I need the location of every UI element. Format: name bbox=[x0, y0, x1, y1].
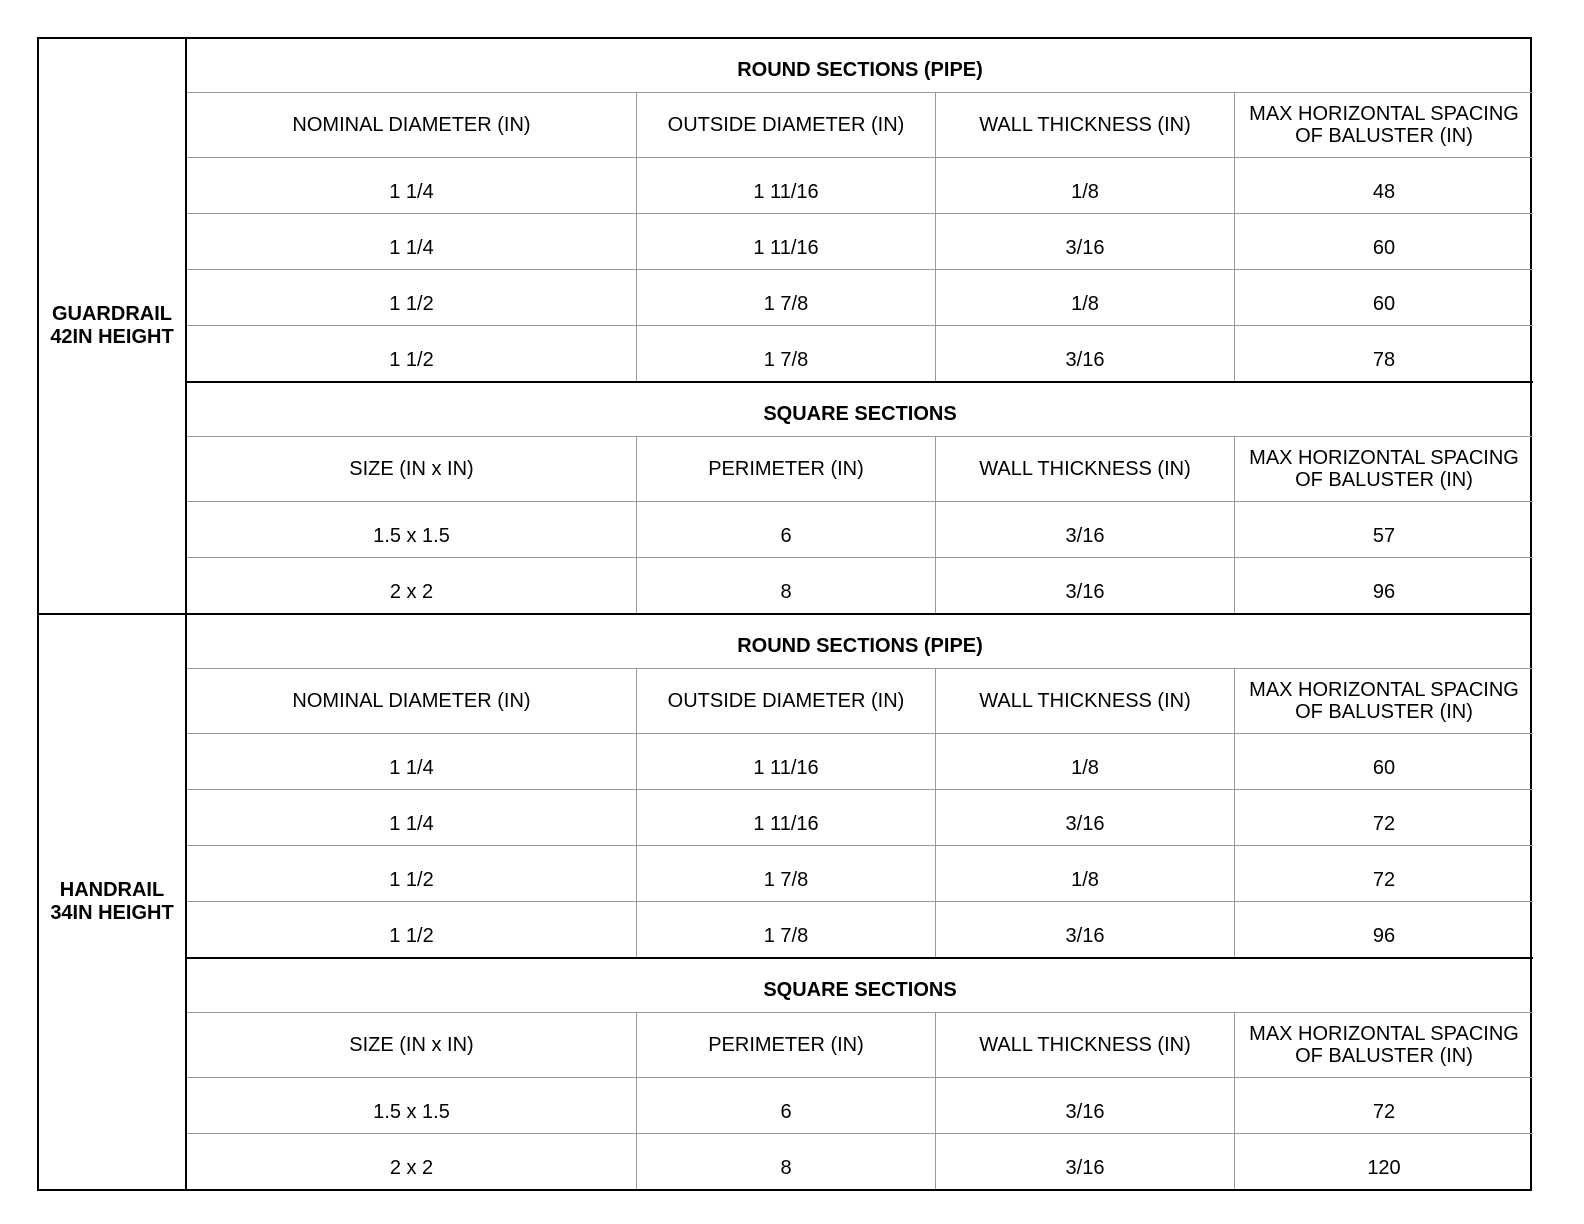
column-header: WALL THICKNESS (IN) bbox=[936, 669, 1235, 733]
section-label-line2: 42IN HEIGHT bbox=[50, 326, 174, 348]
table-cell: 1 7/8 bbox=[637, 846, 936, 901]
handrail-section bbox=[37, 615, 1532, 1191]
round-sections-block bbox=[187, 615, 1533, 957]
table-cell: 78 bbox=[1372, 349, 1396, 371]
block-title: SQUARE SECTIONS bbox=[187, 959, 1533, 1013]
block-title: ROUND SECTIONS (PIPE) bbox=[187, 615, 1533, 669]
block-title: SQUARE SECTIONS bbox=[187, 383, 1533, 437]
column-header: OUTSIDE DIAMETER (IN) bbox=[637, 93, 936, 157]
square-sections-block bbox=[187, 381, 1533, 613]
table-row bbox=[187, 558, 1533, 613]
table-cell: 1.5 x 1.5 bbox=[187, 502, 637, 557]
table-cell: 60 bbox=[1372, 293, 1396, 315]
table-cell: 72 bbox=[1372, 869, 1396, 891]
table-cell: 120 bbox=[1367, 1157, 1401, 1179]
table-cell: 6 bbox=[637, 1078, 936, 1133]
table-cell: 3/16 bbox=[936, 214, 1235, 269]
table-row bbox=[187, 846, 1533, 902]
table-cell: 1 7/8 bbox=[637, 270, 936, 325]
section-label bbox=[39, 39, 187, 613]
table-cell: 72 bbox=[1372, 813, 1396, 835]
table-cell: 48 bbox=[1372, 181, 1396, 203]
table-cell: 1 11/16 bbox=[637, 790, 936, 845]
round-sections-block bbox=[187, 39, 1533, 381]
table-cell: 96 bbox=[1372, 925, 1396, 947]
table-cell: 3/16 bbox=[936, 790, 1235, 845]
table-row bbox=[187, 1134, 1533, 1189]
square-sections-block bbox=[187, 957, 1533, 1189]
table-cell: 8 bbox=[637, 558, 936, 613]
table-cell: 1 11/16 bbox=[637, 734, 936, 789]
section-body bbox=[187, 615, 1533, 1189]
column-header: PERIMETER (IN) bbox=[637, 437, 936, 501]
header-row bbox=[187, 93, 1533, 158]
table-row bbox=[187, 1078, 1533, 1134]
table-cell: 1/8 bbox=[936, 734, 1235, 789]
table-cell: 3/16 bbox=[936, 558, 1235, 613]
table-row bbox=[187, 214, 1533, 270]
column-header: WALL THICKNESS (IN) bbox=[936, 437, 1235, 501]
baluster-spacing-table bbox=[37, 37, 1532, 1191]
table-row bbox=[187, 270, 1533, 326]
table-cell: 1 11/16 bbox=[637, 158, 936, 213]
table-cell: 1 1/4 bbox=[187, 734, 637, 789]
column-header: SIZE (IN x IN) bbox=[187, 437, 637, 501]
header-row bbox=[187, 437, 1533, 502]
table-cell: 3/16 bbox=[936, 326, 1235, 381]
column-header: MAX HORIZONTAL SPACING OF BALUSTER (IN) bbox=[1249, 103, 1519, 147]
table-cell: 1 1/2 bbox=[187, 326, 637, 381]
table-cell: 3/16 bbox=[936, 1078, 1235, 1133]
guardrail-section bbox=[37, 37, 1532, 615]
table-cell: 60 bbox=[1372, 757, 1396, 779]
table-cell: 1 11/16 bbox=[637, 214, 936, 269]
column-header: PERIMETER (IN) bbox=[637, 1013, 936, 1077]
column-header: NOMINAL DIAMETER (IN) bbox=[187, 93, 637, 157]
table-row bbox=[187, 326, 1533, 381]
table-cell: 8 bbox=[637, 1134, 936, 1189]
table-row bbox=[187, 902, 1533, 957]
column-header: SIZE (IN x IN) bbox=[187, 1013, 637, 1077]
section-label-line1: GUARDRAIL bbox=[51, 303, 172, 325]
table-cell: 1 7/8 bbox=[637, 326, 936, 381]
column-header: WALL THICKNESS (IN) bbox=[936, 1013, 1235, 1077]
table-cell: 1 1/4 bbox=[187, 214, 637, 269]
column-header: MAX HORIZONTAL SPACING OF BALUSTER (IN) bbox=[1249, 447, 1519, 491]
column-header: WALL THICKNESS (IN) bbox=[936, 93, 1235, 157]
table-cell: 1 1/2 bbox=[187, 846, 637, 901]
header-row bbox=[187, 1013, 1533, 1078]
column-header: MAX HORIZONTAL SPACING OF BALUSTER (IN) bbox=[1249, 1023, 1519, 1067]
section-label-line2: 34IN HEIGHT bbox=[50, 902, 174, 924]
table-cell: 3/16 bbox=[936, 902, 1235, 957]
table-row bbox=[187, 734, 1533, 790]
table-cell: 3/16 bbox=[936, 502, 1235, 557]
column-header: MAX HORIZONTAL SPACING OF BALUSTER (IN) bbox=[1249, 679, 1519, 723]
column-header: NOMINAL DIAMETER (IN) bbox=[187, 669, 637, 733]
table-cell: 2 x 2 bbox=[187, 558, 637, 613]
table-row bbox=[187, 502, 1533, 558]
table-cell: 1 1/4 bbox=[187, 158, 637, 213]
table-cell: 1/8 bbox=[936, 158, 1235, 213]
section-label bbox=[39, 615, 187, 1189]
section-label-line1: HANDRAIL bbox=[59, 879, 165, 901]
table-cell: 60 bbox=[1372, 237, 1396, 259]
table-cell: 6 bbox=[637, 502, 936, 557]
table-cell: 1.5 x 1.5 bbox=[187, 1078, 637, 1133]
table-row bbox=[187, 158, 1533, 214]
table-cell: 1 7/8 bbox=[637, 902, 936, 957]
table-cell: 1 1/2 bbox=[187, 902, 637, 957]
table-cell: 1 1/2 bbox=[187, 270, 637, 325]
table-row bbox=[187, 790, 1533, 846]
table-cell: 1/8 bbox=[936, 270, 1235, 325]
header-row bbox=[187, 669, 1533, 734]
block-title: ROUND SECTIONS (PIPE) bbox=[187, 39, 1533, 93]
table-cell: 2 x 2 bbox=[187, 1134, 637, 1189]
table-cell: 96 bbox=[1372, 581, 1396, 603]
column-header: OUTSIDE DIAMETER (IN) bbox=[637, 669, 936, 733]
table-cell: 1/8 bbox=[936, 846, 1235, 901]
table-cell: 3/16 bbox=[936, 1134, 1235, 1189]
table-cell: 1 1/4 bbox=[187, 790, 637, 845]
table-cell: 57 bbox=[1372, 525, 1396, 547]
section-body bbox=[187, 39, 1533, 613]
table-cell: 72 bbox=[1372, 1101, 1396, 1123]
